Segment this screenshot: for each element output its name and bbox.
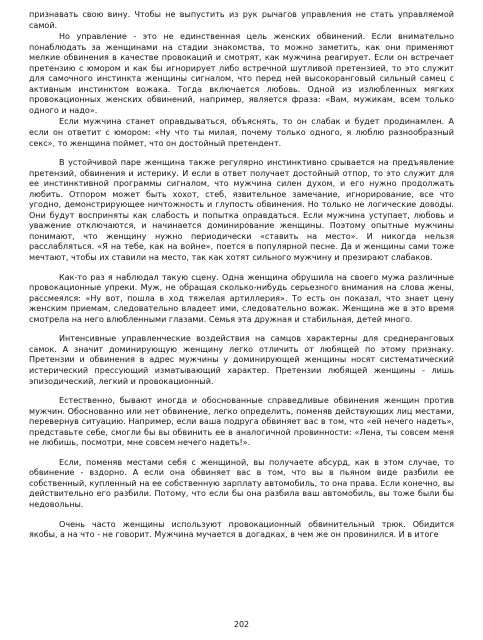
paragraph: Если, поменяв местами себя с женщиной, вы получаете абсурд, как в этом случае, то обвинение - вздорно. А если она обвиняет вас в том, что вы в пьяном виде разбили ее собственный, купленный на ее собственную зарплату автомобиль, то она права. Если конечно, вы действительно его разбили. Потому, что если бы она разбила ваш автомобиль, вы тоже были бы недовольны. <box>29 457 454 509</box>
page-body-text <box>29 10 454 541</box>
paragraph: В устойчивой паре женщина также регулярно инстинктивно срывается на предъявление претензий, обвинения и истерику. И если в ответ получает достойный отпор, то это служит для ее инстинктивной программы сигналом, что мужчина силен духом, и его нужно продолжать любить. Отпором может быть хохот, стеб, язвительное замечание, игнорирование, все что угодно, демонстрирующее ничтожность и глупость обвинения. Но только не логические доводы. Они будут восприняты как слабость и попытка оправдаться. Если мужчина уступает, любовь и уважение отключаются, и начинается доминирование женщины. Поэтому опытные мужчины понимают, что женщину нужно периодически «ставить на место». И никогда нельзя расслабляться. «Я на тебе, как на войне», поется в популярной песне. Да и женщины сами тоже мечтают, чтобы их ставили на место, так как хотят сильного мужчину и презирают слабаков. <box>29 158 454 263</box>
paragraph: Если мужчина станет оправдываться, объяснять, то он слабак и будет продинамлен. А если он ответит с юмором: «Ну что ты милая, почему только одного, я люблю разнообразный секс», то женщина поймет, что он достойный претендент. <box>29 117 454 148</box>
paragraph: признавать свою вину. Чтобы не выпустить из рук рычагов управления не стать управляемой самой. <box>29 10 454 30</box>
paragraph: Но управление - это не единственная цель женских обвинений. Если внимательно понаблюдать за женщинами на стадии знакомства, то можно заметить, как они применяют мелкие обвинения в качестве провокаций и смотрят, как мужчина реагирует. Если он встречает претензию с юмором и как бы игнорирует либо встречной шутливой претензией, то это служит для самочного инстинкта женщины сигналом, что перед ней высокоранговый сильный самец с активным инстинктом вожака. Тогда включается любовь. Одной из излюбленных мягких провокационных женских обвинений, например, является фраза: «Вам, мужикам, всем только одного и надо». <box>29 32 454 115</box>
page-number: 202 <box>233 620 250 629</box>
paragraph: Как-то раз я наблюдал такую сцену. Одна женщина обрушила на своего мужа различные провокационные упреки. Муж, не обращая сколько-нибудь серьезного внимания на слова жены, рассмеялся: «Ну вот, пошла в ход тяжелая артиллерия». То есть он показал, что знает цену женским приемам, следовательно владеет ими, следовательно вожак. Женщина же в это время смотрела на него влюбленными глазами. Семья эта дружная и стабильная, детей много. <box>29 272 454 324</box>
paragraph: Интенсивные управленческие воздействия на самцов характерны для среднеранговых самок. А значит доминирующую женщину легко отличить от любящей по этому признаку. Претензии и обвинения в адрес мужчины у доминирующей женщины носят систематический истерический прессующий изматывающий характер. Претензии любящей женщины - лишь эпизодический, легкий и провокационный. <box>29 334 454 386</box>
paragraph: Очень часто женщины используют провокационный обвинительный трюк. Обидится якобы, а на что - не говорит. Мужчина мучается в догадках, в чем же он провинился. И в итоге <box>29 519 454 540</box>
paragraph: Естественно, бывают иногда и обоснованные справедливые обвинения женщин против мужчин. Обоснованно или нет обвинение, легко определить, поменяв действующих лиц местами, перевернув ситуацию. Например, если ваша подруга обвиняет вас в том, что «ей нечего надеть», представьте себе, смогли бы вы обвинить ее в аналогичной провинности: «Лена, ты совсем меня не любишь, посмотри, мне совсем нечего надеть!». <box>29 396 454 448</box>
